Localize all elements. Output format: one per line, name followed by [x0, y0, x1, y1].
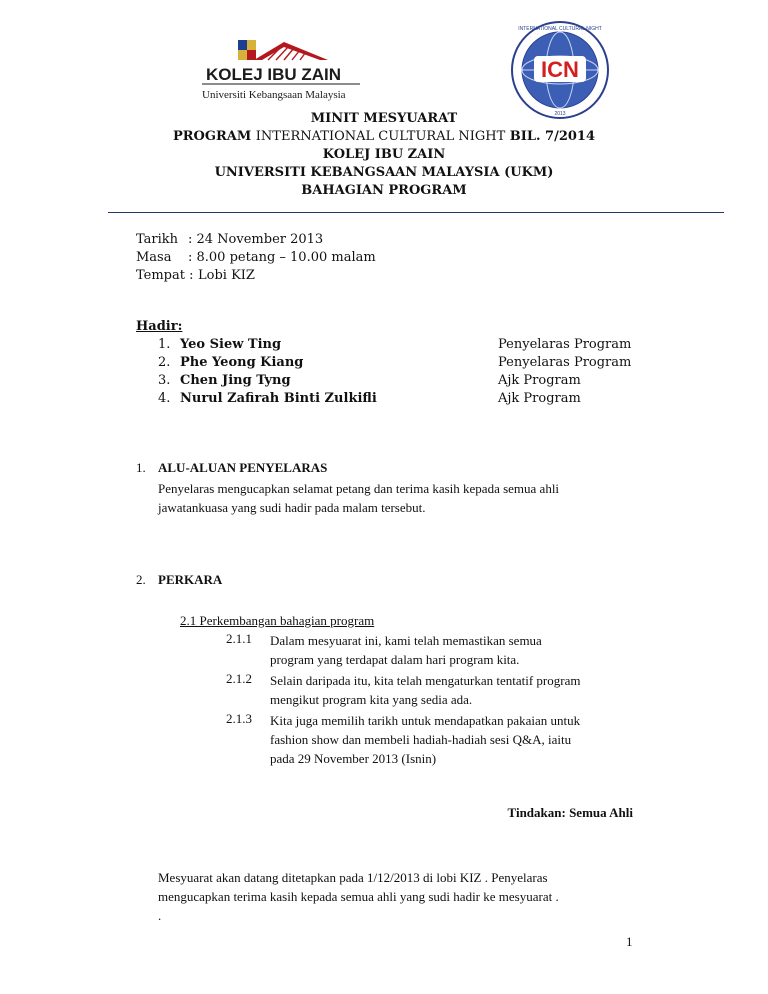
meta-tempat: [136, 268, 255, 283]
attendee-number: 4.: [158, 391, 171, 406]
icn-logo: [510, 20, 610, 120]
kolej-ibu-zain-logo: [196, 38, 366, 104]
item-line: Selain daripada itu, kita telah mengaturkan tentatif program: [270, 673, 581, 688]
attendee-role: Ajk Program: [498, 373, 581, 388]
meta-tarikh-value: : 24 November 2013: [188, 232, 324, 247]
title-university: UNIVERSITI KEBANGSAAN MALAYSIA (UKM): [214, 165, 554, 180]
meta-masa: [136, 250, 376, 265]
meta-tempat-label: Tempat :: [136, 268, 194, 283]
attendee-name: Yeo Siew Ting: [180, 337, 282, 352]
section1-body-line2: jawatankuasa yang sudi hadir pada malam tersebut.: [158, 500, 426, 515]
attendee-role: Ajk Program: [498, 391, 581, 406]
item-line: mengikut program kita yang sedia ada.: [270, 692, 473, 707]
header-divider: [108, 212, 724, 213]
attendee-row: [158, 373, 291, 388]
item-line: pada 29 November 2013 (Isnin): [270, 751, 437, 766]
item-number: 2.1.2: [226, 671, 252, 686]
item-line: Kita juga memilih tarikh untuk mendapatkan pakaian untuk: [270, 713, 581, 728]
title-program-b: INTERNATIONAL CULTURAL NIGHT: [255, 129, 506, 144]
hadir-heading: Hadir:: [136, 319, 183, 334]
item-line: program yang terdapat dalam hari program kita.: [270, 652, 520, 667]
icn-logo-year: 2013: [554, 111, 566, 117]
title-bahagian: BAHAGIAN PROGRAM: [301, 183, 467, 198]
icn-logo-ring-text: INTERNATIONAL CULTURAL NIGHT: [518, 26, 602, 32]
closing-line2: mengucapkan terima kasih kepada semua ahli yang sudi hadir ke mesyuarat .: [158, 889, 559, 904]
attendee-number: 1.: [158, 337, 171, 352]
section1-body-line1: Penyelaras mengucapkan selamat petang dan terima kasih kepada semua ahli: [158, 481, 560, 496]
attendee-role: Penyelaras Program: [498, 355, 632, 370]
section1-number: 1.: [136, 460, 146, 475]
item-line: fashion show dan membeli hadiah-hadiah sesi Q&A, iaitu: [270, 732, 572, 747]
attendee-row: [158, 355, 303, 370]
title-program-a: PROGRAM: [172, 129, 252, 144]
kiz-logo-university: Universiti Kebangsaan Malaysia: [202, 89, 346, 101]
subsection-heading: [180, 611, 374, 630]
item-number: 2.1.3: [226, 711, 252, 726]
closing-line3: .: [158, 908, 162, 923]
attendee-name: Nurul Zafirah Binti Zulkifli: [180, 391, 377, 406]
section1-title: ALU-ALUAN PENYELARAS: [158, 460, 328, 475]
tindakan-label: Tindakan: Semua Ahli: [507, 805, 633, 820]
attendee-row: [158, 391, 377, 406]
item-number: 2.1.1: [226, 631, 252, 646]
attendee-role: Penyelaras Program: [498, 337, 632, 352]
attendee-name: Chen Jing Tyng: [180, 373, 291, 388]
attendee-number: 2.: [158, 355, 171, 370]
meta-tarikh-label: Tarikh: [136, 232, 179, 247]
kiz-logo-name: KOLEJ IBU ZAIN: [206, 65, 342, 84]
page-number: 1: [626, 934, 633, 949]
meta-masa-label: Masa: [136, 250, 172, 265]
title-program: [0, 129, 768, 144]
attendee-number: 3.: [158, 373, 171, 388]
meta-masa-value: : 8.00 petang – 10.00 malam: [188, 250, 376, 265]
section2-title: PERKARA: [158, 572, 223, 587]
closing-line1: Mesyuarat akan datang ditetapkan pada 1/12/2013 di lobi KIZ . Penyelaras: [158, 870, 548, 885]
meta-tarikh: [136, 232, 323, 247]
title-program-c: BIL. 7/2014: [509, 129, 596, 144]
section2-number: 2.: [136, 572, 146, 587]
attendee-name: Phe Yeong Kiang: [180, 355, 304, 370]
item-line: Dalam mesyuarat ini, kami telah memastikan semua: [270, 633, 542, 648]
title-kolej: KOLEJ IBU ZAIN: [322, 147, 446, 162]
icn-logo-text: ICN: [541, 57, 579, 82]
title-minit: MINIT MESYUARAT: [310, 111, 458, 126]
subsection-heading-text: 2.1 Perkembangan bahagian program: [180, 613, 375, 628]
meta-tempat-value: Lobi KIZ: [198, 268, 255, 283]
attendee-row: [158, 337, 281, 352]
